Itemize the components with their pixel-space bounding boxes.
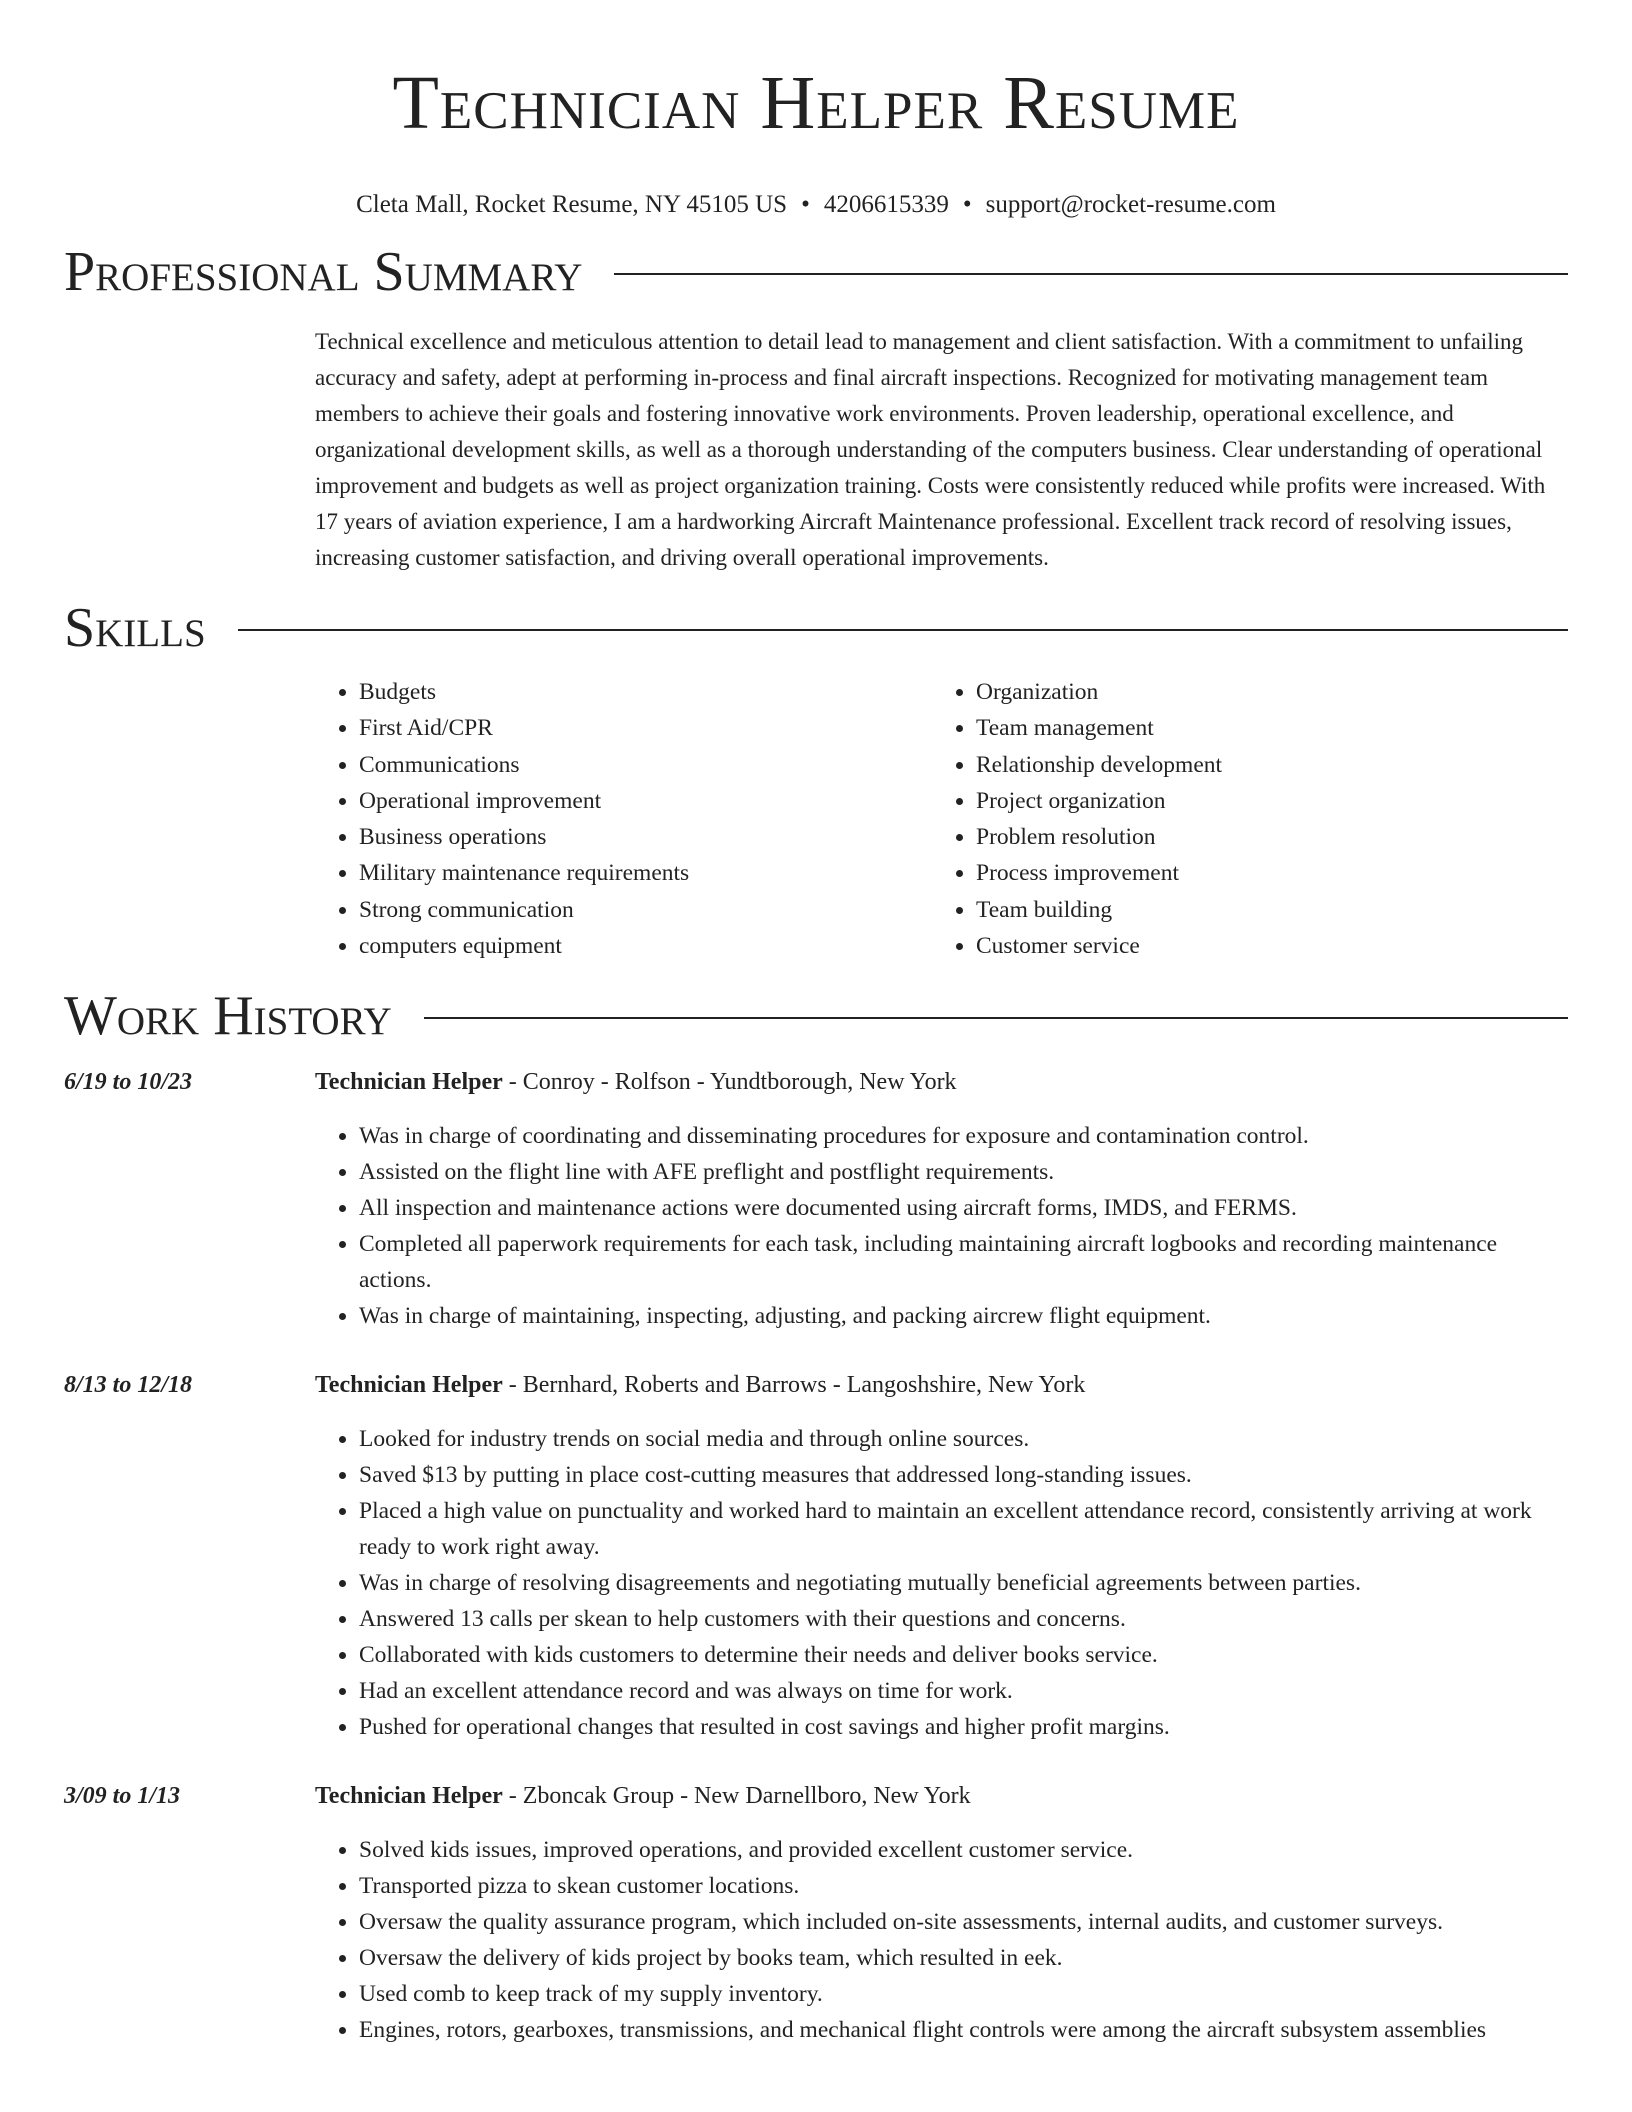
list-item: • Engines, rotors, gearboxes, transmissions, and mechanical flight controls were among the aircraft subsystem assemblies	[359, 2012, 1568, 2048]
job-details	[315, 1064, 1568, 1334]
email-link[interactable]: support@rocket-resume.com	[985, 191, 1276, 218]
list-item: • Solved kids issues, improved operations, and provided excellent customer service.	[359, 1832, 1568, 1868]
list-item: • Pushed for operational changes that resulted in cost savings and higher profit margins.	[359, 1709, 1568, 1745]
address: Cleta Mall, Rocket Resume, NY 45105 US	[356, 191, 788, 218]
summary-section-header	[64, 240, 1568, 304]
list-item: • Answered 13 calls per skean to help customers with their questions and concerns.	[359, 1601, 1568, 1637]
skill-item: • Strong communication	[359, 892, 932, 928]
list-item: • Was in charge of maintaining, inspecting, adjusting, and packing aircrew flight equipment.	[359, 1298, 1568, 1334]
list-item: • Assisted on the flight line with AFE preflight and postflight requirements.	[359, 1154, 1568, 1190]
skills-list	[315, 674, 1568, 964]
work-history-section-header	[64, 984, 1568, 1048]
job-company: - Conroy - Rolfson - Yundtborough, New York	[502, 1069, 957, 1096]
skill-item: • Problem resolution	[976, 819, 1549, 855]
list-item: • Had an excellent attendance record and was always on time for work.	[359, 1673, 1568, 1709]
skill-item: • Customer service	[976, 928, 1549, 964]
separator-bullet: •	[801, 191, 810, 218]
job-entry	[64, 1778, 1568, 2048]
job-heading	[315, 1064, 1568, 1100]
list-item: • Was in charge of coordinating and disseminating procedures for exposure and contamination control.	[359, 1118, 1568, 1154]
skill-item: • Relationship development	[976, 747, 1549, 783]
job-heading	[315, 1367, 1568, 1403]
skills-heading: Skills	[64, 597, 206, 659]
job-title: Technician Helper	[315, 1783, 503, 1810]
job-entry	[64, 1367, 1568, 1745]
skill-item: • Business operations	[359, 819, 932, 855]
job-heading	[315, 1778, 1568, 1814]
list-item: • Used comb to keep track of my supply inventory.	[359, 1976, 1568, 2012]
job-title: Technician Helper	[315, 1372, 503, 1399]
skill-item: • Operational improvement	[359, 783, 932, 819]
list-item: • Looked for industry trends on social media and through online sources.	[359, 1421, 1568, 1457]
skill-item: • Team management	[976, 710, 1549, 746]
page-title: Technician Helper Resume	[392, 61, 1240, 145]
job-company: - Bernhard, Roberts and Barrows - Langoshshire, New York	[502, 1372, 1086, 1399]
section-divider	[238, 629, 1568, 631]
job-dates: 6/19 to 10/23	[64, 1069, 193, 1096]
summary-heading: Professional Summary	[64, 241, 583, 303]
contact-line	[0, 190, 1632, 220]
job-bullets	[315, 1118, 1568, 1334]
section-divider	[424, 1017, 1568, 1019]
job-bullets	[315, 1421, 1568, 1745]
skills-section-header	[64, 596, 1568, 660]
job-company: - Zboncak Group - New Darnellboro, New York	[502, 1783, 971, 1810]
section-divider	[614, 273, 1568, 275]
skill-item: • First Aid/CPR	[359, 710, 932, 746]
job-dates: 3/09 to 1/13	[64, 1783, 181, 1810]
job-bullets	[315, 1832, 1568, 2048]
resume-header	[0, 0, 1632, 220]
list-item: • Oversaw the delivery of kids project by books team, which resulted in eek.	[359, 1940, 1568, 1976]
job-title: Technician Helper	[315, 1069, 503, 1096]
skill-item: • Communications	[359, 747, 932, 783]
list-item: • Collaborated with kids customers to determine their needs and deliver books service.	[359, 1637, 1568, 1673]
skill-item: • computers equipment	[359, 928, 932, 964]
skill-item: • Military maintenance requirements	[359, 855, 932, 891]
job-details	[315, 1778, 1568, 2048]
list-item: • Placed a high value on punctuality and worked hard to maintain an excellent attendance record, consistently arriving at work ready to work right away.	[359, 1493, 1568, 1565]
list-item: • All inspection and maintenance actions were documented using aircraft forms, IMDS, and FERMS.	[359, 1190, 1568, 1226]
separator-bullet: •	[962, 191, 972, 218]
list-item: • Saved $13 by putting in place cost-cutting measures that addressed long-standing issues.	[359, 1457, 1568, 1493]
skill-item: • Process improvement	[976, 855, 1549, 891]
skills-column-left	[315, 674, 932, 964]
skill-item: • Organization	[976, 674, 1549, 710]
summary-text: Technical excellence and meticulous attention to detail lead to management and client satisfaction. With a commitment to unfailing accuracy and safety, adept at performing in-process and final aircraft inspections. Recognized for motivating management team members to achieve their goals and fostering innovative work environments. Proven leadership, operational excellence, and organizational development skills, as well as a thorough understanding of the computers business. Clear understanding of operational improvement and budgets as well as project organization training. Costs were consistently reduced while profits were increased. With 17 years of aviation experience, I am a hardworking Aircraft Maintenance professional. Excellent track record of resolving issues, increasing customer satisfaction, and driving overall operational improvements.	[315, 329, 1546, 570]
skill-item: • Project organization	[976, 783, 1549, 819]
skills-column-right	[932, 674, 1549, 964]
job-dates: 8/13 to 12/18	[64, 1372, 193, 1399]
phone: 4206615339	[823, 191, 949, 218]
skill-item: • Budgets	[359, 674, 932, 710]
list-item: • Oversaw the quality assurance program, which included on-site assessments, internal audits, and customer surveys.	[359, 1904, 1568, 1940]
job-entry	[64, 1064, 1568, 1334]
list-item: • Completed all paperwork requirements for each task, including maintaining aircraft logbooks and recording maintenance actions.	[359, 1226, 1568, 1298]
list-item: • Was in charge of resolving disagreements and negotiating mutually beneficial agreements between parties.	[359, 1565, 1568, 1601]
list-item: • Transported pizza to skean customer locations.	[359, 1868, 1568, 1904]
work-history-heading: Work History	[64, 985, 392, 1048]
skill-item: • Team building	[976, 892, 1549, 928]
job-details	[315, 1367, 1568, 1745]
